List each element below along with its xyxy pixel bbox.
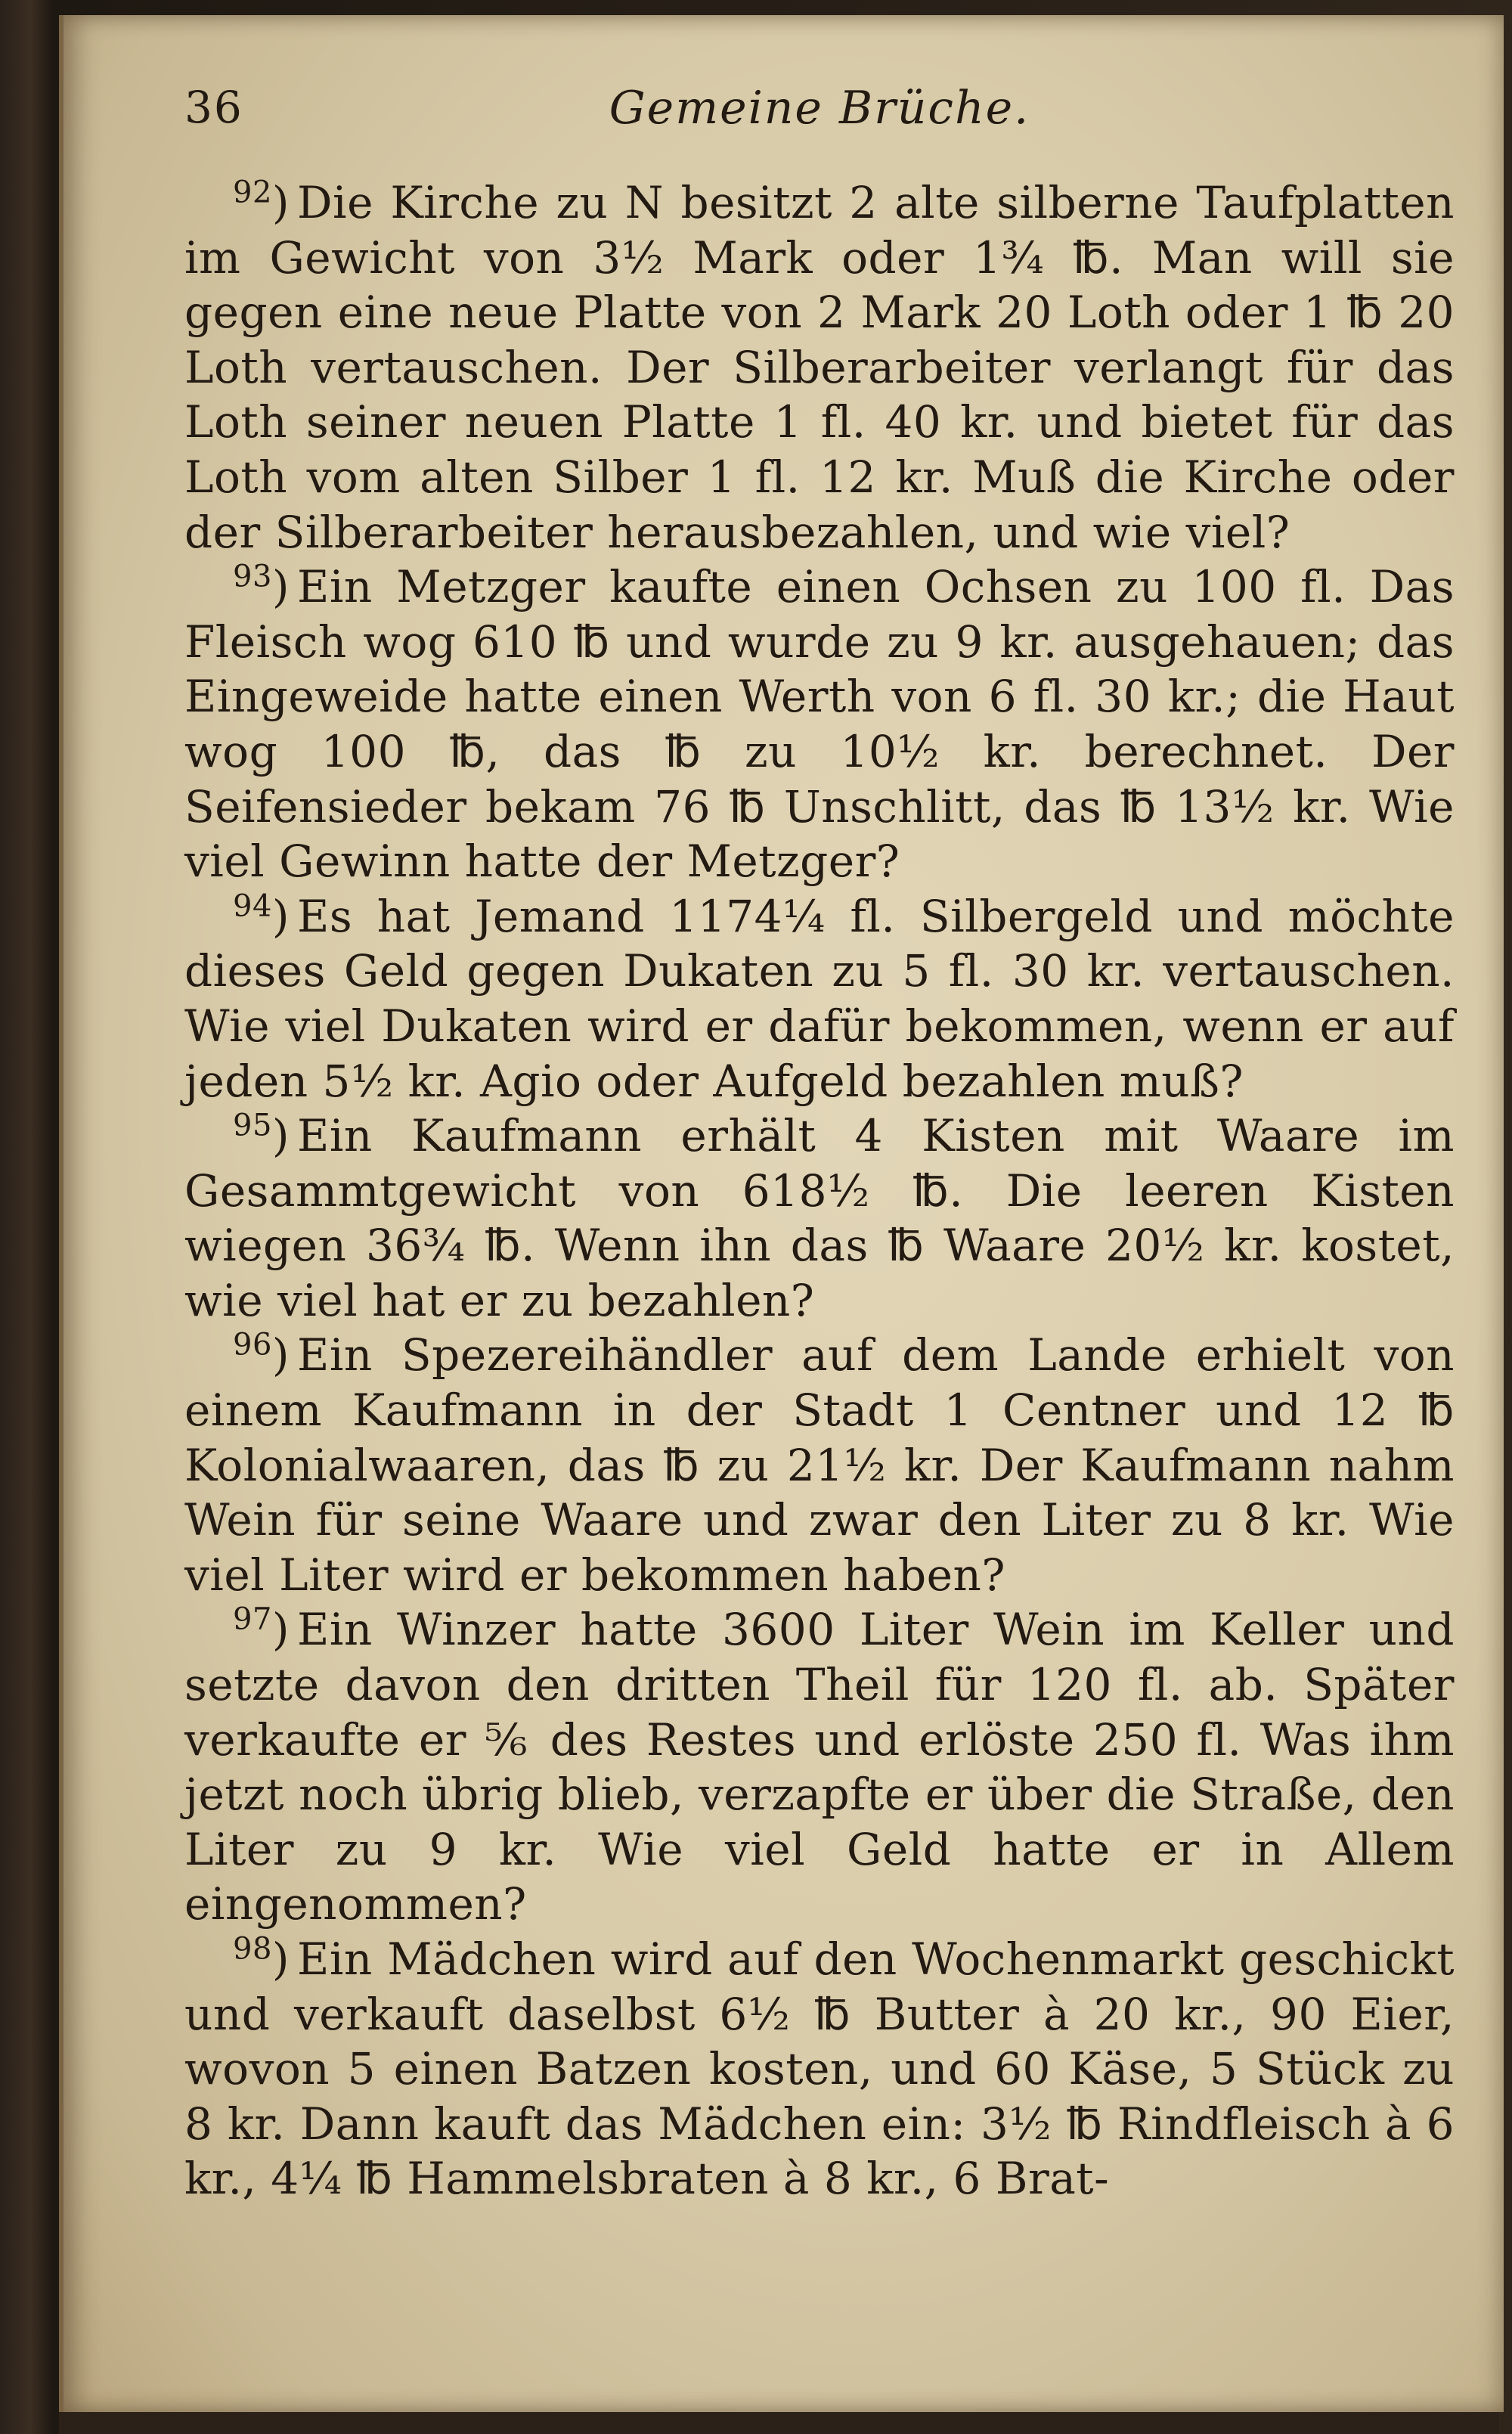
- problem-number: 93: [233, 559, 272, 594]
- problem-98: [184, 1932, 1455, 2206]
- problem-number: 97: [233, 1602, 272, 1638]
- paren: ): [271, 561, 290, 613]
- problem-text: Ein Mädchen wird auf den Wochenmarkt geschickt und verkauft daselbst 6½ ℔ Butter à 20 kr., 90 Eier, wovon 5 einen Batzen kosten, und 60 Käse, 5 Stück zu 8 kr. Dann kauft das Mädchen ein: 3½ ℔ Rindfleisch à 6 kr., 4¼ ℔ Hammelsbraten à 8 kr., 6 Brat-: [184, 1933, 1455, 2205]
- problem-96: [184, 1328, 1455, 1602]
- problem-text: Ein Winzer hatte 3600 Liter Wein im Keller und setzte davon den dritten Theil für 120 fl. ab. Später verkaufte er ⅚ des Restes und erlöste 250 fl. Was ihm jetzt noch übrig blieb, verzapfte er über die Straße, den Liter zu 9 kr. Wie viel Geld hatte er in Allem eingenommen?: [184, 1604, 1455, 1930]
- paren: ): [271, 1604, 290, 1656]
- problem-97: [184, 1602, 1455, 1932]
- problem-text: Ein Spezereihändler auf dem Lande erhielt von einem Kaufmann in der Stadt 1 Centner und 12 ℔ Kolonialwaaren, das ℔ zu 21½ kr. Der Kaufmann nahm Wein für seine Waare und zwar den Liter zu 8 kr. Wie viel Liter wird er bekommen haben?: [184, 1329, 1455, 1601]
- problem-number: 94: [233, 888, 272, 924]
- problem-95: [184, 1108, 1455, 1328]
- page-content: [184, 82, 1455, 2206]
- book-page: [59, 15, 1504, 2412]
- problem-number: 98: [233, 1931, 272, 1967]
- problem-text: Ein Kaufmann erhält 4 Kisten mit Waare im Gesammtgewicht von 618½ ℔. Die leeren Kisten wiegen 36¾ ℔. Wenn ihn das ℔ Waare 20½ kr. kostet, wie viel hat er zu bezahlen?: [184, 1110, 1455, 1326]
- page-bottom-edge: [59, 2412, 1499, 2434]
- paren: ): [271, 1933, 290, 1985]
- problem-text: Ein Metzger kaufte einen Ochsen zu 100 fl. Das Fleisch wog 610 ℔ und wurde zu 9 kr. ausgehauen; das Eingeweide hatte einen Werth von 6 fl. 30 kr.; die Haut wog 100 ℔, das ℔ zu 10½ kr. berechnet. Der Seifensieder bekam 76 ℔ Unschlitt, das ℔ 13½ kr. Wie viel Gewinn hatte der Metzger?: [184, 561, 1455, 888]
- paren: ): [271, 890, 290, 942]
- page-number: 36: [184, 82, 243, 133]
- problem-94: [184, 889, 1455, 1108]
- paren: ): [271, 1110, 290, 1162]
- paren: ): [271, 177, 290, 228]
- page-header: [184, 82, 1455, 142]
- problem-number: 96: [233, 1328, 272, 1363]
- problem-92: [184, 175, 1455, 560]
- problem-number: 95: [233, 1108, 272, 1143]
- problem-text: Es hat Jemand 1174¼ fl. Silbergeld und möchte dieses Geld gegen Dukaten zu 5 fl. 30 kr. vertauschen. Wie viel Dukaten wird er dafür bekommen, wenn er auf jeden 5½ kr. Agio oder Aufgeld bezahlen muß?: [184, 890, 1455, 1107]
- paren: ): [271, 1329, 290, 1381]
- problem-text: Die Kirche zu N besitzt 2 alte silberne Taufplatten im Gewicht von 3½ Mark oder 1¾ ℔. Man will sie gegen eine neue Platte von 2 Mark 20 Loth oder 1 ℔ 20 Loth vertauschen. Der Silberarbeiter verlangt für das Loth seiner neuen Platte 1 fl. 40 kr. und bietet für das Loth vom alten Silber 1 fl. 12 kr. Muß die Kirche oder der Silberarbeiter herausbezahlen, und wie viel?: [184, 177, 1455, 558]
- problem-93: [184, 560, 1455, 889]
- problem-number: 92: [233, 175, 272, 210]
- running-title: Gemeine Brüche.: [609, 82, 1030, 135]
